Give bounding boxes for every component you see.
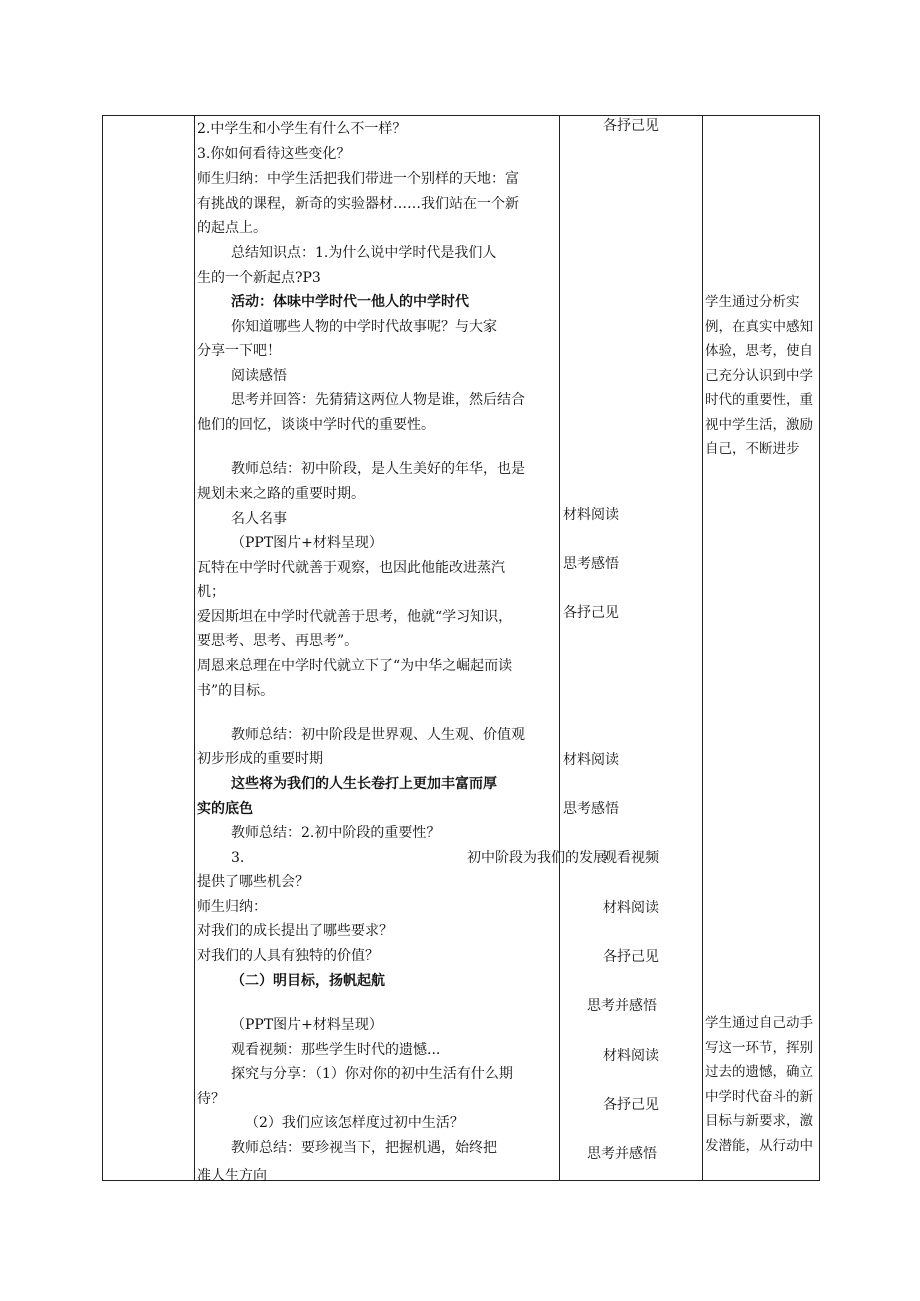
main-line: 阅读感悟: [231, 368, 287, 384]
main-line: 总结知识点：1.为什么说中学时代是我们人: [231, 245, 497, 261]
bold-statement: 这些将为我们的人生长卷打上更加丰富而厚: [231, 776, 497, 792]
activity-label: 思考感悟: [563, 801, 619, 817]
main-line: 对我们的人具有独特的价值？: [197, 948, 379, 964]
bold-statement: 实的底色: [197, 801, 253, 817]
activity-label: 材料阅读: [563, 507, 619, 523]
main-line: 初中阶段为我们的发展: [467, 850, 607, 866]
main-line: 3.: [231, 850, 245, 866]
main-line: 生的一个新起点?P3: [197, 270, 321, 286]
activity-heading: 活动：体味中学时代一他人的中学时代: [231, 294, 469, 310]
main-line: 他们的回忆，谈谈中学时代的重要性。: [197, 417, 435, 433]
activity-label: 观看视频: [603, 850, 659, 866]
activity-label: 材料阅读: [603, 1048, 659, 1064]
main-line: 师生归纳：: [197, 899, 267, 915]
section-heading: （二）明目标，扬帆起航: [231, 973, 385, 989]
main-line: 名人名事: [231, 511, 287, 527]
design-intent-text: 学生通过分析实例，在真实中感知体验，思考，使自己充分认识到中学时代的重要性，重视中学生活，激励自己，不断进步: [705, 294, 813, 457]
main-line: 3.你如何看待这些变化？: [197, 146, 351, 162]
main-line: 分享一下吧！: [197, 343, 281, 359]
main-line: 提供了哪些机会？: [197, 874, 309, 890]
main-line: 师生归纳：中学生活把我们带进一个别样的天地：富: [197, 171, 519, 187]
activity-label: 材料阅读: [563, 752, 619, 768]
main-line: 爱因斯坦在中学时代就善于思考，他就“学习知识，: [197, 609, 513, 625]
main-line: （2）我们应该怎样度过初中生活？: [245, 1115, 464, 1131]
main-line: （PPT图片+材料呈现）: [231, 535, 383, 551]
main-line: 教师总结：要珍视当下，把握机遇，始终把: [231, 1140, 497, 1156]
main-line: 瓦特在中学时代就善于观察，也因此他能改进蒸汽: [197, 560, 505, 576]
lesson-plan-table: [102, 115, 820, 1184]
main-line: （PPT图片+材料呈现）: [231, 1017, 383, 1033]
main-line: 待？: [197, 1091, 225, 1107]
activity-label: 思考感悟: [563, 556, 619, 572]
activity-label: 各抒己见: [603, 949, 659, 965]
design-intent-column: [703, 116, 820, 1180]
main-line: 思考并回答：先猜猜这两位人物是谁，然后结合: [231, 392, 525, 408]
main-line: 规划未来之路的重要时期。: [197, 486, 365, 502]
main-line: 观看视频：那些学生时代的遗憾...: [231, 1042, 441, 1058]
activity-label: 材料阅读: [603, 900, 659, 916]
main-line: 周恩来总理在中学时代就立下了“为中华之崛起而读: [197, 658, 513, 674]
activity-label: 各抒己见: [563, 605, 619, 621]
activity-label: 思考并感悟: [587, 998, 657, 1014]
main-line: 教师总结：初中阶段，是人生美好的年华，也是: [231, 461, 525, 477]
main-line: 要思考、思考、再思考”。: [197, 633, 359, 649]
main-line: 探究与分享：（1）你对你的初中生活有什么期: [231, 1066, 513, 1082]
main-line-cut: 准人生方向: [197, 1168, 267, 1184]
main-line: 教师总结：2.初中阶段的重要性？: [231, 825, 441, 841]
main-line: 初步形成的重要时期: [197, 751, 323, 767]
design-intent-text: 学生通过自己动手写这一环节，挥别过去的遗憾，确立中学时代奋斗的新目标与新要求，激发潜能，从行动中: [705, 1015, 813, 1154]
main-line: 书”的目标。: [197, 683, 275, 699]
main-line: 2.中学生和小学生有什么不一样？: [197, 121, 407, 137]
activity-label: 各抒己见: [603, 1097, 659, 1113]
main-line: 的起点上。: [197, 220, 267, 236]
activity-label: 各抒己见: [603, 118, 659, 134]
main-line: 教师总结：初中阶段是世界观、人生观、价值观: [231, 727, 525, 743]
main-line: 对我们的成长提出了哪些要求？: [197, 923, 393, 939]
main-line: 机；: [197, 584, 225, 600]
blank-stage-column: [103, 116, 194, 1180]
main-line: 有挑战的课程，新奇的实验器材……我们站在一个新: [197, 196, 519, 212]
main-line: 你知道哪些人物的中学时代故事呢？与大家: [231, 319, 497, 335]
student-activity-column: [560, 116, 702, 1180]
activity-label: 思考并感悟: [587, 1146, 657, 1162]
